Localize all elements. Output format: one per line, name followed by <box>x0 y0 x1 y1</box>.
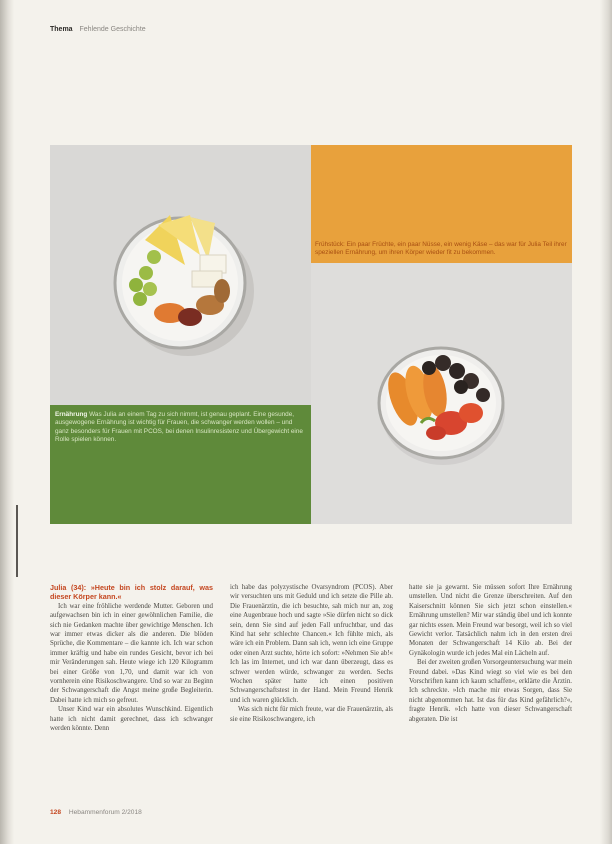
page-number: 128 <box>50 809 62 816</box>
caption-nutrition <box>55 411 307 445</box>
paragraph: hatte sie ja gewarnt. Sie müssen sofort Ihre Ernährung umstellen. Und nicht die Grenze überschreiten. Auf den Kaiserschnitt können Sie sich jetzt schon einstellen.« Ernährung umstellen? Mir war ständig übel und ich konnte gar nichts essen. Mein Freund war besorgt, weil ich so viel Gewicht verlor. Tatsächlich nahm ich in den ersten drei Monaten der Schwangerschaft 14 Kilo ab. Bei der Gynäkologin wurde ich jedes Mal ein Lächeln auf. <box>409 584 572 657</box>
paragraph: Ich war eine fröhliche werdende Mutter. Geboren und aufgewachsen bin ich in einer gewöhnlichen Familie, die sich nie Gedanken machte über gewichtige Menschen. Ich war immer etwas dicker als die anderen. Die blöden Sprüche, die Kommentare – die kannte ich. Ich war schon immer kräftig und habe ein rundes Gesicht, bevor ich bei mir Veränderungen sah. Heute wiege ich 120 Kilogramm bei einer Größe von 1,70, und damit war ich von vornherein eine Risikoschwangere. Und so war zu Beginn der Schwangerschaft die Angst meine große Begleiterin. Dabei hatte ich mich so gefreut. <box>50 602 213 704</box>
caption-panel-orange <box>311 145 572 263</box>
running-header <box>50 26 146 33</box>
caption-panel-green <box>50 405 311 524</box>
vegetable-plate-image <box>311 263 572 524</box>
section-label: Thema <box>50 26 73 33</box>
article-column-2 <box>230 583 393 724</box>
fruit-plate-image <box>50 145 311 405</box>
photo-vegetable-plate <box>311 263 572 524</box>
page-footer <box>50 809 142 816</box>
paragraph: Bei der zweiten großen Vorsorgeuntersuchung war mein Freund dabei. »Das Kind wiegt so viel wie es bei den Vorschriften kann ich kaum schaffen«, erklärte die Ärztin. Ich schreckte. »Ich mache mir etwas Sorgen, dass Sie nicht abgenommen hat. Ist das für das Kind gefährlich?«, fragte Henrik. »Ich hatte von dieser Schwangerschaft abgeraten. Die ist <box>409 659 572 723</box>
paragraph: ich habe das polyzystische Ovarsyndrom (PCOS). Aber wir versuchten uns mit Geduld und ich setzte die Pille ab. Die Frauenärztin, die ich besuchte, sah mich nur an, zog eine Augenbraue hoch und sagte »Sie dürfen nicht so dick sein, denn Sie sind auf jeden Fall unfruchtbar, und das Kind hat sehr schlechte Chancen.« Ich fühlte mich, als wäre ich ein Problem. Dann sah ich, wenn ich eine Gruppe oder einen Arzt suchte, hörte ich sofort: »Nehmen Sie ab!« Ich las im Internet, und ich war dann überzeugt, dass es schwer werden würde, schwanger zu werden. Sechs Wochen später hatte ich einen positiven Schwangerschaftstest in der Hand. Mein Freund Henrik und ich waren glücklich. <box>230 584 393 704</box>
caption-breakfast: Frühstück: Ein paar Früchte, ein paar Nüsse, ein wenig Käse – das war für Julia Teil ihrer speziellen Ernährung, um ihren Körper wieder fit zu bekommen. <box>315 241 567 257</box>
article-column-3 <box>409 583 572 724</box>
page-binding-shadow <box>0 0 14 844</box>
paragraph: Was sich nicht für mich freute, war die Frauenärztin, als sie eine Risikoschwangere, ich <box>230 706 393 723</box>
paragraph: Unser Kind war ein absolutes Wunschkind. Eigentlich hatte ich nicht damit gerechnet, dass ich schwanger werden könnte. Denn <box>50 706 213 733</box>
article-body <box>50 583 572 815</box>
article-heading: Julia (34): »Heute bin ich stolz darauf, was dieser Körper kann.« <box>50 583 213 602</box>
margin-bar <box>16 505 18 577</box>
section-subtitle: Fehlende Geschichte <box>79 26 146 33</box>
photo-grid <box>50 145 572 524</box>
article-column-1 <box>50 583 213 734</box>
caption-nutrition-label: Ernährung <box>55 411 88 418</box>
caption-nutrition-text: Was Julia an einem Tag zu sich nimmt, ist genau geplant. Eine gesunde, ausgewogene Ernährung ist wichtig für Frauen, die schwanger werden wollen – und ganz besonders für Frauen mit PCOS, bei denen Insulinresistenz und Übergewicht eine Rolle spielen können. <box>55 411 303 444</box>
publication-name: Hebammenforum 2/2018 <box>68 809 142 816</box>
photo-fruit-plate <box>50 145 311 405</box>
page-edge-shadow <box>600 0 612 844</box>
